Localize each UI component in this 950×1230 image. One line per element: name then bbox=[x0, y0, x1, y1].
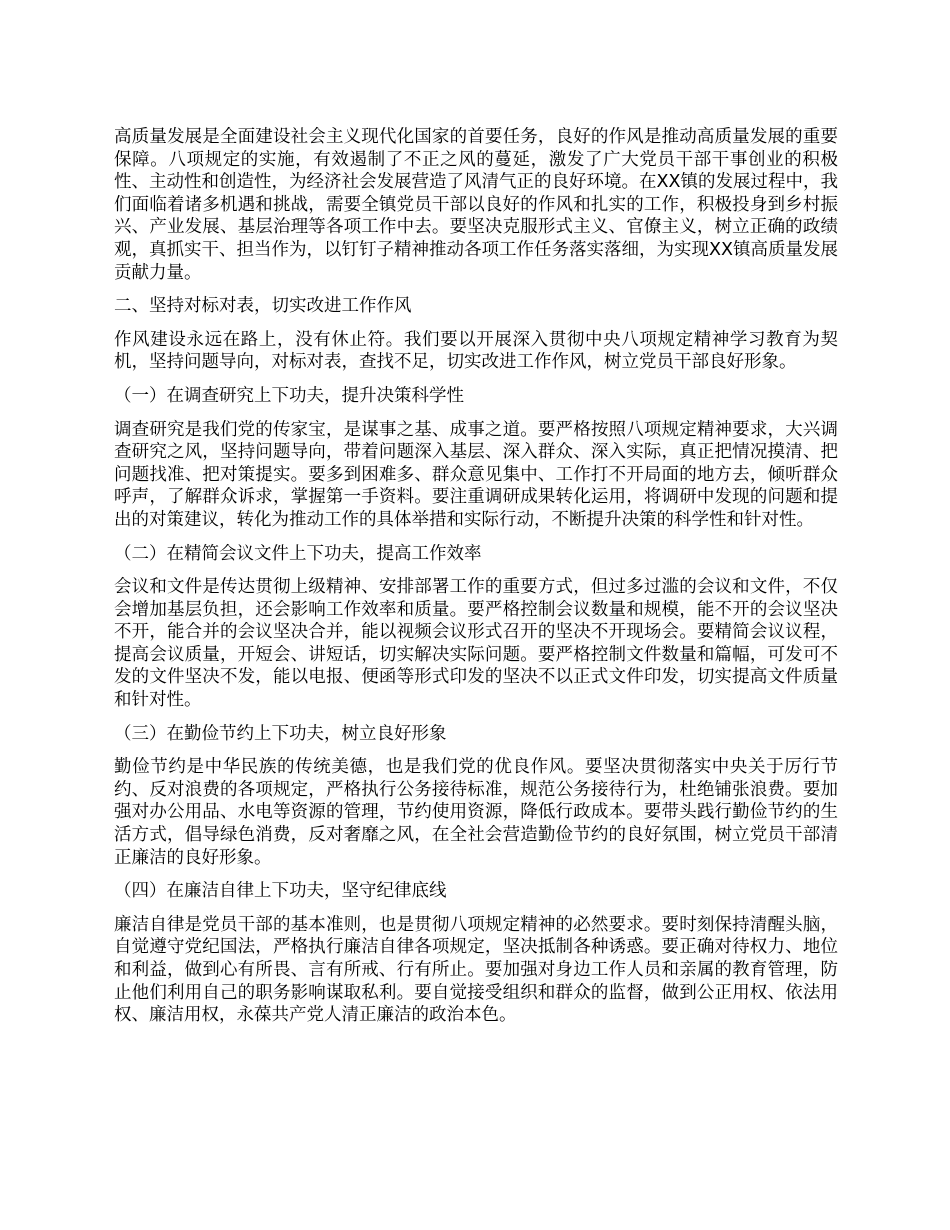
paragraph-subsection-3: 勤俭节约是中华民族的传统美德，也是我们党的优良作风。要坚决贯彻落实中央关于厉行节约、反对浪费的各项规定，严格执行公务接待标准，规范公务接待行为，杜绝铺张浪费。要加强对办公用品、水电等资源的管理，节约使用资源，降低行政成本。要带头践行勤俭节约的生活方式，倡导绿色消费，反对奢靡之风，在全社会营造勤俭节约的良好氛围，树立党员干部清正廉洁的良好形象。 bbox=[114, 757, 838, 868]
paragraph-subsection-2: 会议和文件是传达贯彻上级精神、安排部署工作的重要方式，但过多过滥的会议和文件，不仅会增加基层负担，还会影响工作效率和质量。要严格控制会议数量和规模，能不开的会议坚决不开，能合并的会议坚决合并，能以视频会议形式召开的坚决不开现场会。要精简会议议程，提高会议质量，开短会、讲短话，切实解决实际问题。要严格控制文件数量和篇幅，可发可不发的文件坚决不发，能以电报、便函等形式印发的坚决不以正式文件印发，切实提高文件质量和针对性。 bbox=[114, 577, 838, 711]
subsection-heading-4: （四）在廉洁自律上下功夫，坚守纪律底线 bbox=[114, 881, 447, 902]
section-heading-2: 二、坚持对标对表，切实改进工作作风 bbox=[114, 296, 412, 317]
document-body bbox=[114, 126, 838, 1038]
subsection-heading-1: （一）在调查研究上下功夫，提升决策科学性 bbox=[114, 385, 464, 406]
paragraph-section-2: 作风建设永远在路上，没有休止符。我们要以开展深入贯彻中央八项规定精神学习教育为契机，坚持问题导向，对标对表，查找不足，切实改进工作作风，树立党员干部良好形象。 bbox=[114, 329, 838, 373]
paragraph-intro: 高质量发展是全面建设社会主义现代化国家的首要任务，良好的作风是推动高质量发展的重要保障。八项规定的实施，有效遏制了不正之风的蔓延，激发了广大党员干部干事创业的积极性、主动性和创造性，为经济社会发展营造了风清气正的良好环境。在XX镇的发展过程中，我们面临着诸多机遇和挑战，需要全镇党员干部以良好的作风和扎实的工作，积极投身到乡村振兴、产业发展、基层治理等各项工作中去。要坚决克服形式主义、官僚主义，树立正确的政绩观，真抓实干、担当作为，以钉钉子精神推动各项工作任务落实落细，为实现XX镇高质量发展贡献力量。 bbox=[114, 127, 838, 283]
subsection-heading-3: （三）在勤俭节约上下功夫，树立良好形象 bbox=[114, 723, 447, 744]
paragraph-subsection-1: 调查研究是我们党的传家宝，是谋事之基、成事之道。要严格按照八项规定精神要求，大兴调查研究之风，坚持问题导向，带着问题深入基层、深入群众、深入实际，真正把情况摸清、把问题找准、把对策提实。要多到困难多、群众意见集中、工作打不开局面的地方去，倾听群众呼声，了解群众诉求，掌握第一手资料。要注重调研成果转化运用，将调研中发现的问题和提出的对策建议，转化为推动工作的具体举措和实际行动，不断提升决策的科学性和针对性。 bbox=[114, 419, 838, 530]
subsection-heading-2: （二）在精简会议文件上下功夫，提高工作效率 bbox=[114, 543, 482, 564]
paragraph-subsection-4: 廉洁自律是党员干部的基本准则，也是贯彻八项规定精神的必然要求。要时刻保持清醒头脑，自觉遵守党纪国法，严格执行廉洁自律各项规定，坚决抵制各种诱惑。要正确对待权力、地位和利益，做到心有所畏、言有所戒、行有所止。要加强对身边工作人员和亲属的教育管理，防止他们利用自己的职务影响谋取私利。要自觉接受组织和群众的监督，做到公正用权、依法用权、廉洁用权，永葆共产党人清正廉洁的政治本色。 bbox=[114, 914, 838, 1026]
